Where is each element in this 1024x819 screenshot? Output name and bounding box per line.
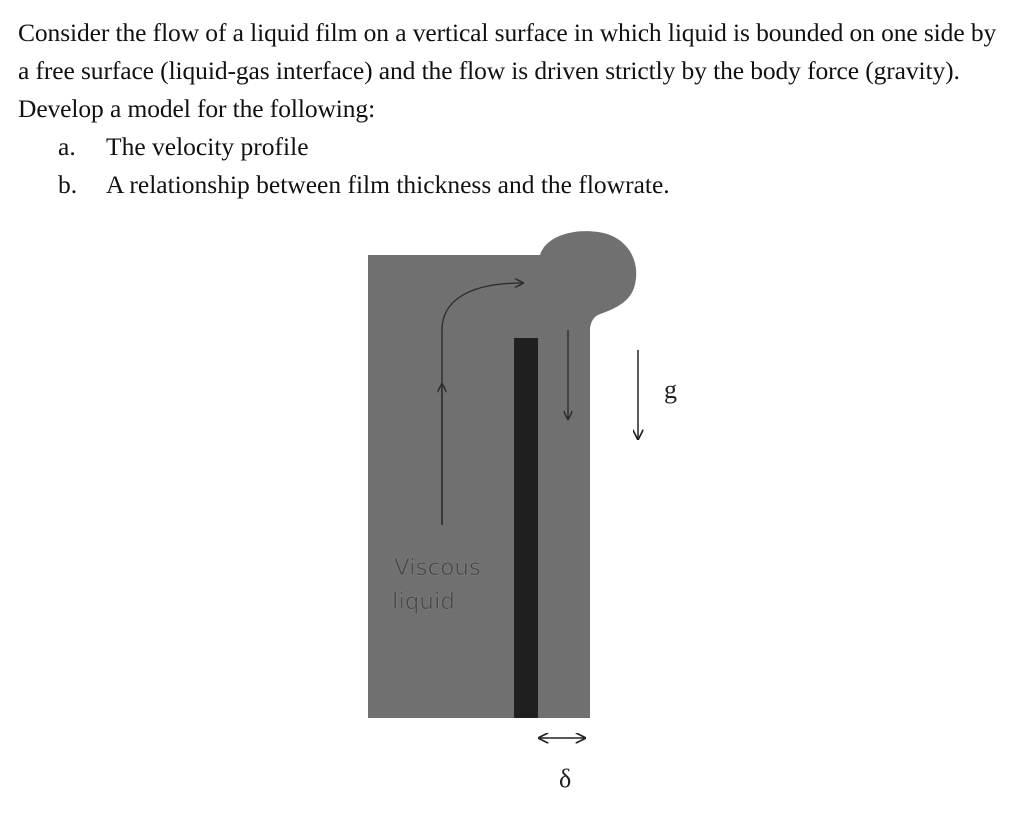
- liquid-label-line1: Viscous: [394, 555, 481, 581]
- list-marker: a.: [58, 132, 76, 161]
- gravity-label: g: [664, 375, 677, 404]
- list-item-text: The velocity profile: [106, 132, 309, 161]
- liquid-label-line2: liquid: [392, 589, 455, 615]
- problem-paragraph: Consider the flow of a liquid film on a vertical surface in which liquid is bounded on one side by a free surface (liquid-gas interface) and the flow is driven strictly by the body force (gravity). Develop a model for the following:: [18, 18, 997, 123]
- thickness-label: δ: [559, 764, 572, 793]
- viscous-liquid-region: [368, 231, 636, 718]
- list-marker: b.: [58, 170, 78, 199]
- vertical-wall: [514, 338, 538, 718]
- list-item-text: A relationship between film thickness and the flowrate.: [106, 170, 670, 199]
